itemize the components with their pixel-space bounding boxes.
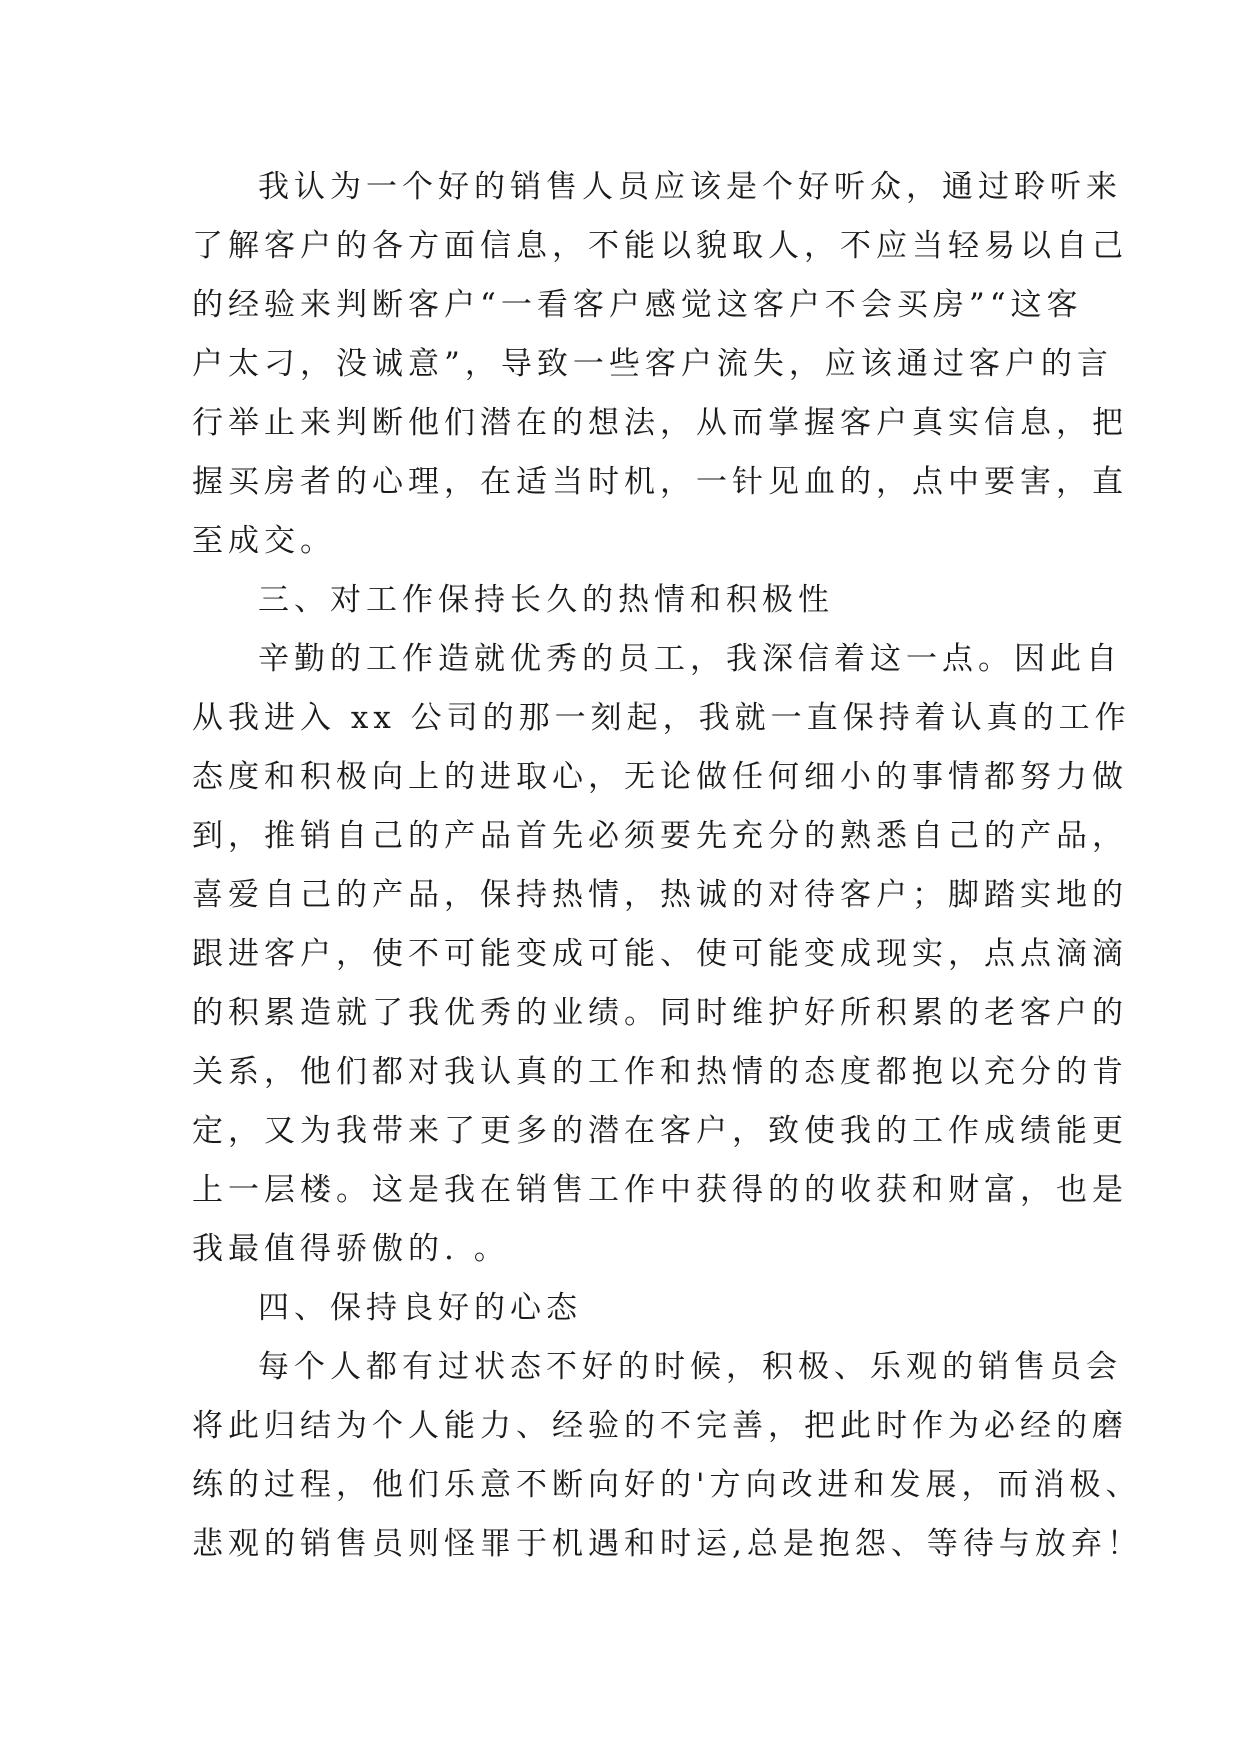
document-body	[192, 158, 1143, 1574]
text-line: 每个人都有过状态不好的时候，积极、乐观的销售员会	[258, 1349, 1122, 1385]
text-line: 态度和积极向上的进取心，无论做任何细小的事情都努力做	[192, 759, 1128, 795]
text-line: 的积累造就了我优秀的业绩。同时维护好所积累的老客户的	[192, 995, 1128, 1031]
text-line: 辛勤的工作造就优秀的员工，我深信着这一点。因此自	[258, 641, 1122, 677]
paragraph-listening	[192, 158, 1128, 571]
heading-line: 三、对工作保持长久的热情和积极性	[258, 582, 834, 618]
heading-line: 四、保持良好的心态	[258, 1290, 582, 1326]
text-line: 关系，他们都对我认真的工作和热情的态度都抱以充分的肯	[192, 1054, 1128, 1090]
text-line: 跟进客户，使不可能变成可能、使可能变成现实，点点滴滴	[192, 936, 1128, 972]
text-line: 悲观的销售员则怪罪于机遇和时运,总是抱怨、等待与放弃！	[192, 1526, 1143, 1562]
text-line: 户太刁，没诚意”，导致一些客户流失，应该通过客户的言	[192, 346, 1113, 382]
text-line: 从我进入 xx 公司的那一刻起，我就一直保持着认真的工作	[192, 700, 1131, 736]
text-line: 我认为一个好的销售人员应该是个好听众，通过聆听来	[258, 169, 1122, 205]
text-line: 定，又为我带来了更多的潜在客户，致使我的工作成绩能更	[192, 1113, 1128, 1149]
text-line: 喜爱自己的产品，保持热情，热诚的对待客户；脚踏实地的	[192, 877, 1128, 913]
text-line: 至成交。	[192, 523, 336, 559]
paragraph-diligence	[192, 630, 1131, 1279]
text-line: 的经验来判断客户“一看客户感觉这客户不会买房”“这客	[192, 287, 1083, 323]
text-line: 将此归结为个人能力、经验的不完善，把此时作为必经的磨	[192, 1408, 1128, 1444]
paragraph-mindset	[192, 1338, 1143, 1574]
text-line: 行举止来判断他们潜在的想法，从而掌握客户真实信息，把	[192, 405, 1128, 441]
text-line: 我最值得骄傲的. 。	[192, 1231, 510, 1267]
text-line: 上一层楼。这是我在销售工作中获得的的收获和财富，也是	[192, 1172, 1128, 1208]
text-line: 到，推销自己的产品首先必须要先充分的熟悉自己的产品，	[192, 818, 1128, 854]
section-heading-four	[192, 1279, 1072, 1338]
text-line: 练的过程，他们乐意不断向好的'方向改进和发展，而消极、	[192, 1467, 1142, 1503]
text-line: 了解客户的各方面信息，不能以貌取人，不应当轻易以自己	[192, 228, 1128, 264]
text-line: 握买房者的心理，在适当时机，一针见血的，点中要害，直	[192, 464, 1128, 500]
section-heading-three	[192, 571, 1072, 630]
